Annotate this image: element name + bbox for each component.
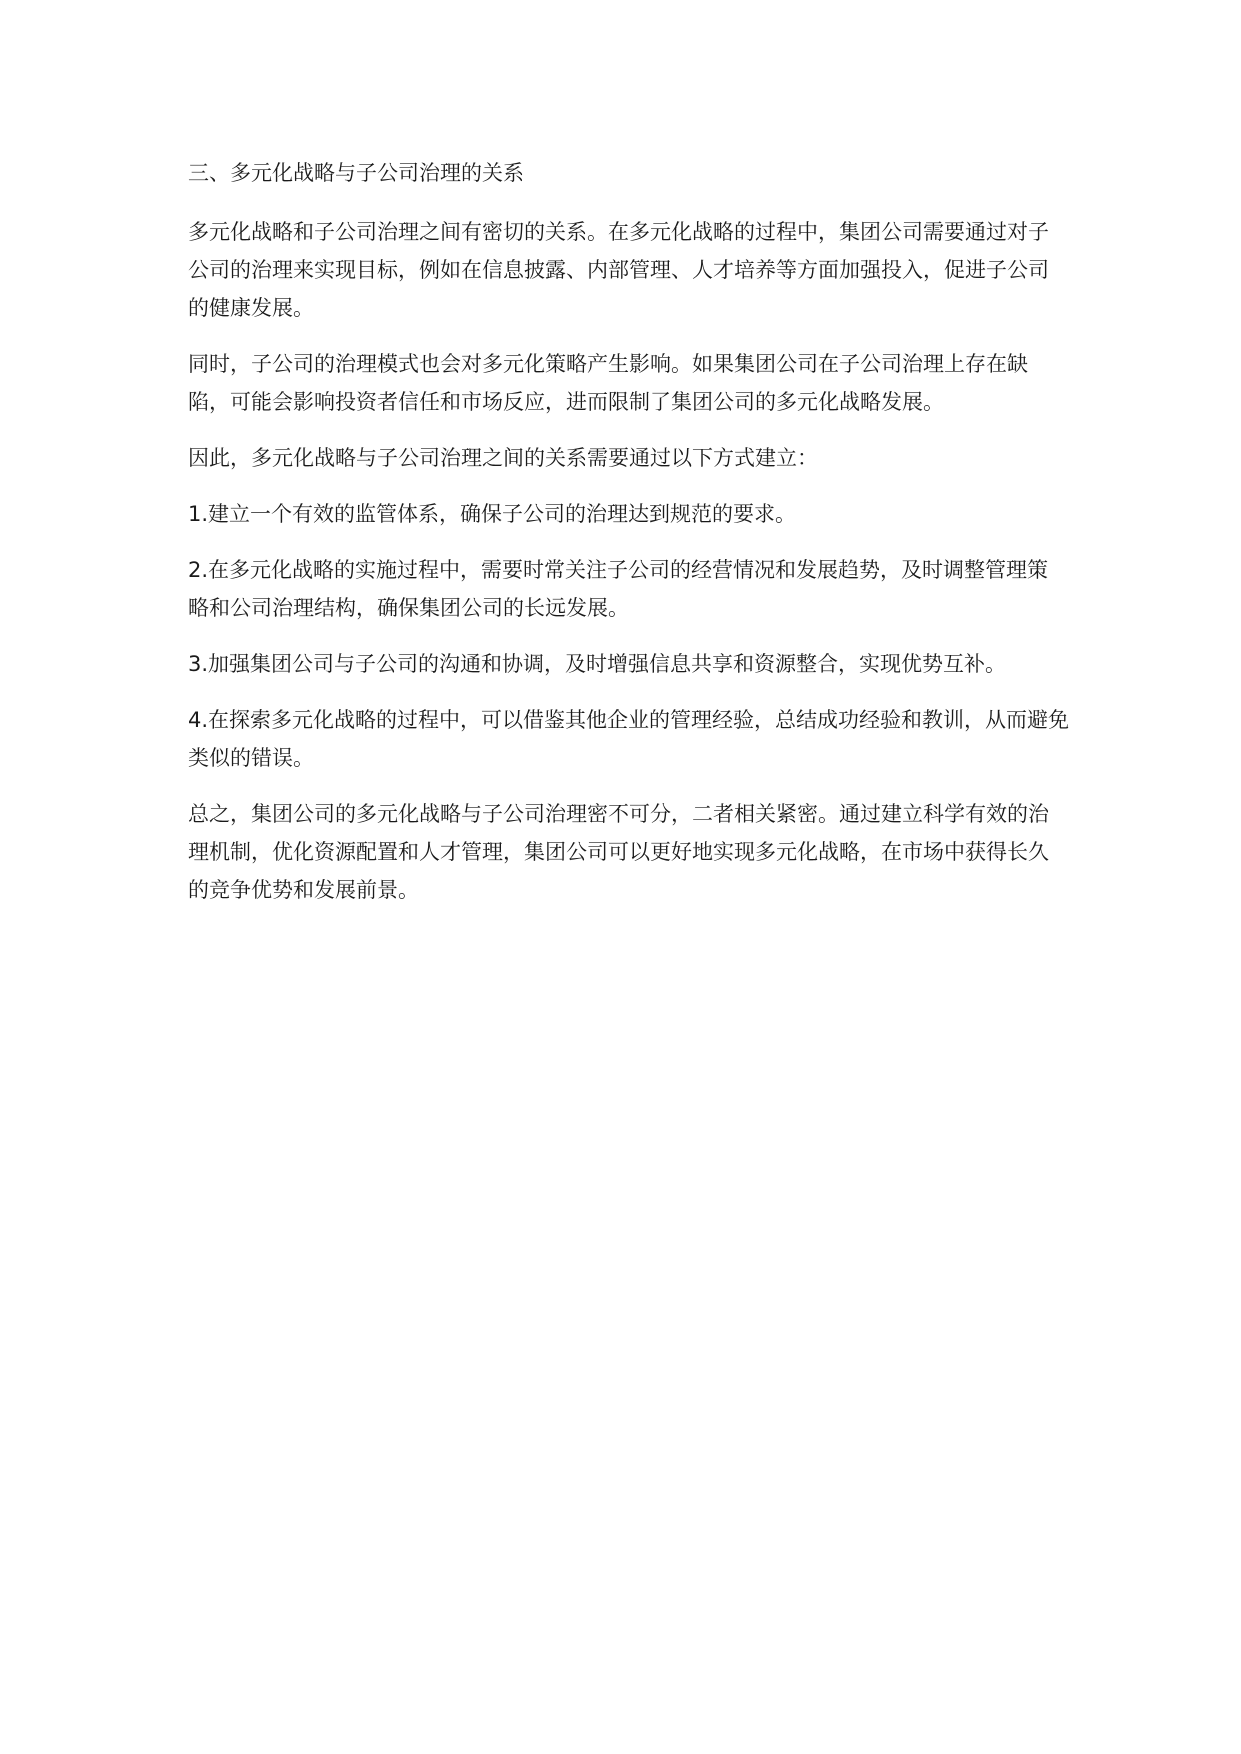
paragraph-conclusion: 总之，集团公司的多元化战略与子公司治理密不可分，二者相关紧密。通过建立科学有效的治理机制，优化资源配置和人才管理，集团公司可以更好地实现多元化战略，在市场中获得长久的竞争优势和发展前景。 (188, 802, 1049, 902)
list-item-4: 4.在探索多元化战略的过程中，可以借鉴其他企业的管理经验，总结成功经验和教训，从而避免类似的错误。 (188, 708, 1070, 770)
paragraph-relationship: 多元化战略和子公司治理之间有密切的关系。在多元化战略的过程中，集团公司需要通过对子公司的治理来实现目标，例如在信息披露、内部管理、人才培养等方面加强投入，促进子公司的健康发展。 (188, 220, 1049, 320)
paragraph-methods-intro: 因此，多元化战略与子公司治理之间的关系需要通过以下方式建立： (188, 446, 818, 470)
list-item-1: 1.建立一个有效的监管体系，确保子公司的治理达到规范的要求。 (188, 502, 797, 526)
list-item-2: 2.在多元化战略的实施过程中，需要时常关注子公司的经营情况和发展趋势，及时调整管理策略和公司治理结构，确保集团公司的长远发展。 (188, 558, 1049, 620)
paragraph-influence: 同时，子公司的治理模式也会对多元化策略产生影响。如果集团公司在子公司治理上存在缺陷，可能会影响投资者信任和市场反应，进而限制了集团公司的多元化战略发展。 (188, 352, 1028, 414)
list-item-3: 3.加强集团公司与子公司的沟通和协调，及时增强信息共享和资源整合，实现优势互补。 (188, 652, 1007, 676)
section-heading: 三、多元化战略与子公司治理的关系 (188, 161, 524, 185)
document-body (188, 158, 1088, 927)
